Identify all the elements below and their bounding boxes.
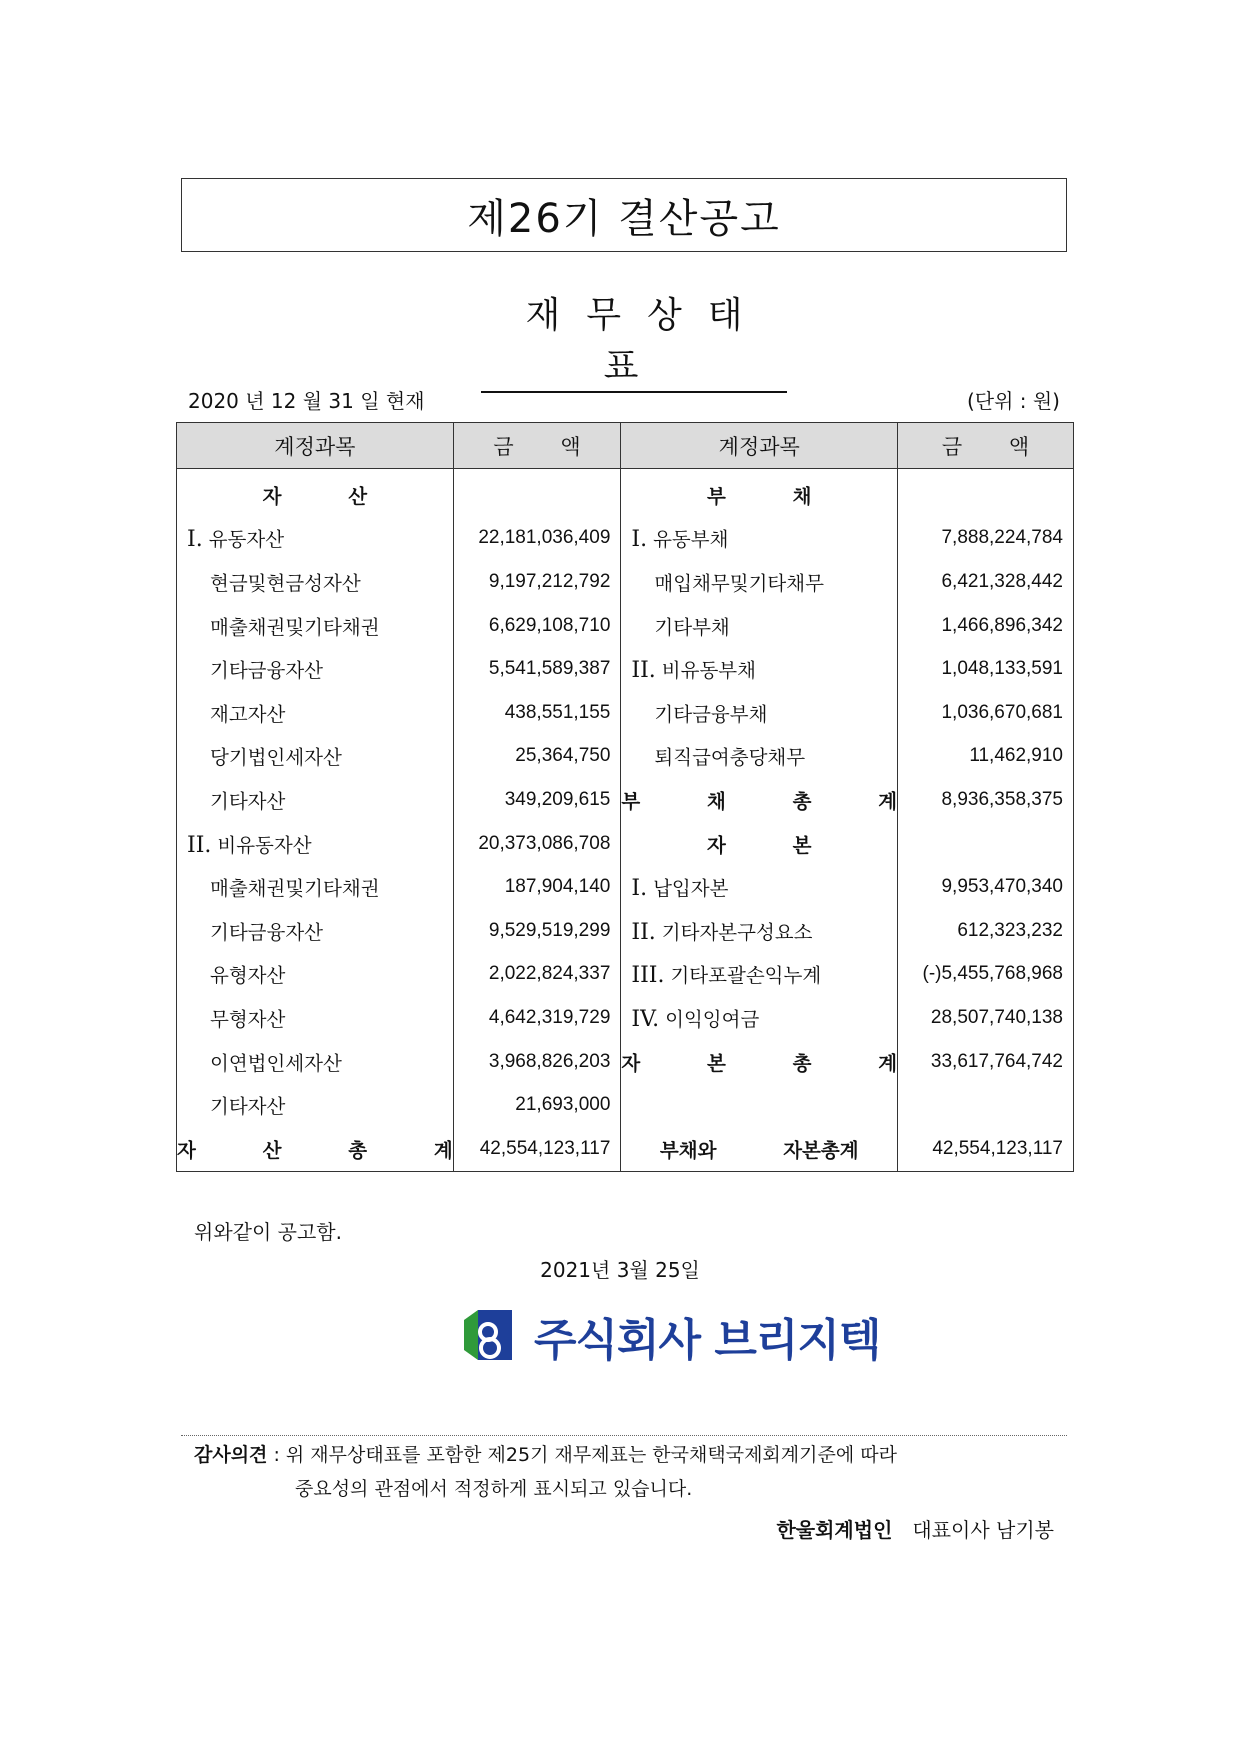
audit-line-2: 중요성의 관점에서 적정하게 표시되고 있습니다.	[295, 1478, 693, 1500]
notice-date: 2021년 3월 25일	[540, 1258, 700, 1282]
right-account-cell	[621, 778, 898, 822]
right-amount-cell	[898, 1083, 1074, 1127]
left-account-label: 자 산 총 계	[177, 1138, 453, 1162]
left-account-cell	[177, 604, 454, 648]
left-account-cell	[177, 735, 454, 779]
left-amount-cell	[453, 469, 621, 517]
table-row	[177, 469, 1074, 517]
left-account-label: 기타금융자산	[210, 920, 324, 944]
report-date: 2020 년 12 월 31 일 현재	[188, 389, 425, 413]
section-numeral: I.	[187, 527, 203, 553]
right-amount-cell: 1,048,133,591	[898, 647, 1074, 691]
left-account-cell	[177, 1083, 454, 1127]
left-amount-cell: 3,968,826,203	[453, 1040, 621, 1084]
audit-line-1: : 위 재무상태표를 포함한 제25기 재무제표는 한국채택국제회계기준에 따라	[267, 1444, 897, 1466]
left-account-label: 기타자산	[210, 1095, 286, 1119]
table-row	[177, 517, 1074, 561]
right-amount-cell: 9,953,470,340	[898, 865, 1074, 909]
section-numeral: IV.	[631, 1006, 660, 1032]
right-account-cell	[621, 1127, 898, 1171]
right-account-label: 기타부채	[654, 615, 730, 639]
left-account-label: 유형자산	[210, 964, 286, 988]
right-account-cell	[621, 469, 898, 517]
right-account-label: 자 본 총 계	[621, 1051, 898, 1075]
left-account-cell	[177, 996, 454, 1040]
auditor-rep: 대표이사 남기봉	[912, 1518, 1054, 1542]
left-amount-cell: 6,629,108,710	[453, 604, 621, 648]
right-account-label: 기타금융부채	[654, 702, 768, 726]
left-account-cell	[177, 909, 454, 953]
left-amount-cell: 9,197,212,792	[453, 560, 621, 604]
header-account: 계정과목	[621, 423, 898, 469]
left-account-label: 유동자산	[208, 528, 285, 552]
table-row	[177, 1127, 1074, 1171]
table-row	[177, 604, 1074, 648]
right-amount-cell	[898, 822, 1074, 866]
right-account-cell	[621, 1083, 898, 1127]
table-body	[177, 469, 1074, 1172]
left-account-label: 이연법인세자산	[210, 1051, 342, 1075]
right-amount-cell: 7,888,224,784	[898, 517, 1074, 561]
header-amount: 금 액	[453, 423, 621, 469]
right-account-label: 매입채무및기타채무	[654, 571, 824, 595]
header-amount: 금 액	[898, 423, 1074, 469]
right-account-cell	[621, 517, 898, 561]
right-amount-cell: 28,507,740,138	[898, 996, 1074, 1040]
table-row	[177, 953, 1074, 997]
left-account-cell	[177, 953, 454, 997]
left-account-cell	[177, 778, 454, 822]
left-account-cell	[177, 1040, 454, 1084]
left-amount-cell: 22,181,036,409	[453, 517, 621, 561]
right-amount-cell: 42,554,123,117	[898, 1127, 1074, 1171]
company-name: 주식회사 브리지텍	[534, 1315, 881, 1366]
right-account-cell	[621, 647, 898, 691]
left-account-label: 기타금융자산	[210, 659, 324, 683]
section-numeral: II.	[631, 658, 656, 684]
statement-title: 재무상태표	[481, 287, 787, 393]
left-amount-cell: 9,529,519,299	[453, 909, 621, 953]
section-numeral: I.	[631, 876, 648, 902]
unit-label: (단위 : 원)	[966, 389, 1060, 413]
right-amount-cell: 33,617,764,742	[898, 1040, 1074, 1084]
right-amount-cell: (-)5,455,768,968	[898, 953, 1074, 997]
page-title: 제26기 결산공고	[181, 178, 1067, 252]
table-row	[177, 822, 1074, 866]
company-logo	[456, 1302, 881, 1372]
left-account-cell	[177, 691, 454, 735]
right-account-cell	[621, 604, 898, 648]
auditor-firm: 한울회계법인	[776, 1518, 893, 1542]
table-row	[177, 909, 1074, 953]
left-account-label: 당기법인세자산	[210, 746, 342, 770]
left-account-label: 재고자산	[210, 702, 286, 726]
left-amount-cell: 21,693,000	[453, 1083, 621, 1127]
left-amount-cell: 20,373,086,708	[453, 822, 621, 866]
audit-opinion	[194, 1440, 897, 1467]
right-account-label: 부 채	[707, 484, 812, 508]
table-row	[177, 735, 1074, 779]
left-amount-cell: 2,022,824,337	[453, 953, 621, 997]
table-row	[177, 996, 1074, 1040]
right-account-label: 퇴직급여충당채무	[654, 746, 806, 770]
table-header-row	[177, 423, 1074, 469]
left-account-label: 무형자산	[210, 1007, 286, 1031]
table-row	[177, 1040, 1074, 1084]
right-account-label: 비유동부채	[661, 659, 756, 683]
section-numeral: I.	[631, 527, 648, 553]
right-account-cell	[621, 953, 898, 997]
left-account-label: 매출채권및기타채권	[210, 615, 380, 639]
left-amount-cell: 4,642,319,729	[453, 996, 621, 1040]
notice-text: 위와같이 공고함.	[194, 1220, 342, 1244]
left-account-cell	[177, 865, 454, 909]
table-row	[177, 865, 1074, 909]
left-account-label: 현금및현금성자산	[210, 571, 361, 595]
left-account-cell	[177, 822, 454, 866]
right-amount-cell: 6,421,328,442	[898, 560, 1074, 604]
left-account-label: 비유동자산	[217, 833, 312, 857]
right-account-cell	[621, 822, 898, 866]
right-account-label: 유동부채	[653, 528, 729, 552]
left-amount-cell: 42,554,123,117	[453, 1127, 621, 1171]
left-amount-cell: 438,551,155	[453, 691, 621, 735]
left-amount-cell: 5,541,589,387	[453, 647, 621, 691]
right-amount-cell: 8,936,358,375	[898, 778, 1074, 822]
right-account-cell	[621, 996, 898, 1040]
left-amount-cell: 25,364,750	[453, 735, 621, 779]
left-account-cell	[177, 647, 454, 691]
left-account-label: 매출채권및기타채권	[210, 877, 380, 901]
right-account-cell	[621, 735, 898, 779]
section-numeral: III.	[631, 963, 665, 989]
right-amount-cell: 1,466,896,342	[898, 604, 1074, 648]
section-numeral: II.	[187, 832, 212, 858]
right-amount-cell	[898, 469, 1074, 517]
right-account-cell	[621, 865, 898, 909]
left-amount-cell: 187,904,140	[453, 865, 621, 909]
right-account-cell	[621, 560, 898, 604]
left-amount-cell: 349,209,615	[453, 778, 621, 822]
balance-sheet-table	[176, 422, 1074, 1172]
right-account-cell	[621, 909, 898, 953]
right-amount-cell: 11,462,910	[898, 735, 1074, 779]
left-account-cell	[177, 517, 454, 561]
left-account-cell	[177, 469, 454, 517]
right-account-cell	[621, 1040, 898, 1084]
table-row	[177, 560, 1074, 604]
right-account-label: 납입자본	[653, 877, 729, 901]
table-row	[177, 691, 1074, 735]
left-account-label: 기타자산	[210, 789, 286, 813]
right-account-cell	[621, 691, 898, 735]
company-logo-icon	[456, 1302, 526, 1372]
table-row	[177, 647, 1074, 691]
right-account-label: 기타포괄손익누계	[670, 964, 822, 988]
right-account-label: 자 본	[707, 833, 812, 857]
right-account-label: 이익잉여금	[665, 1007, 760, 1031]
left-account-label: 자 산	[262, 484, 368, 508]
right-amount-cell: 1,036,670,681	[898, 691, 1074, 735]
right-account-label: 부 채 총 계	[621, 789, 898, 813]
audit-label: 감사의견	[194, 1444, 268, 1466]
header-account: 계정과목	[177, 423, 454, 469]
left-account-cell	[177, 1127, 454, 1171]
right-amount-cell: 612,323,232	[898, 909, 1074, 953]
right-account-label: 부채와 자본총계	[659, 1138, 859, 1162]
auditor-signature	[776, 1514, 1054, 1543]
table-row	[177, 778, 1074, 822]
table-row	[177, 1083, 1074, 1127]
divider	[181, 1435, 1067, 1436]
left-account-cell	[177, 560, 454, 604]
right-account-label: 기타자본구성요소	[661, 920, 813, 944]
section-numeral: II.	[631, 919, 656, 945]
